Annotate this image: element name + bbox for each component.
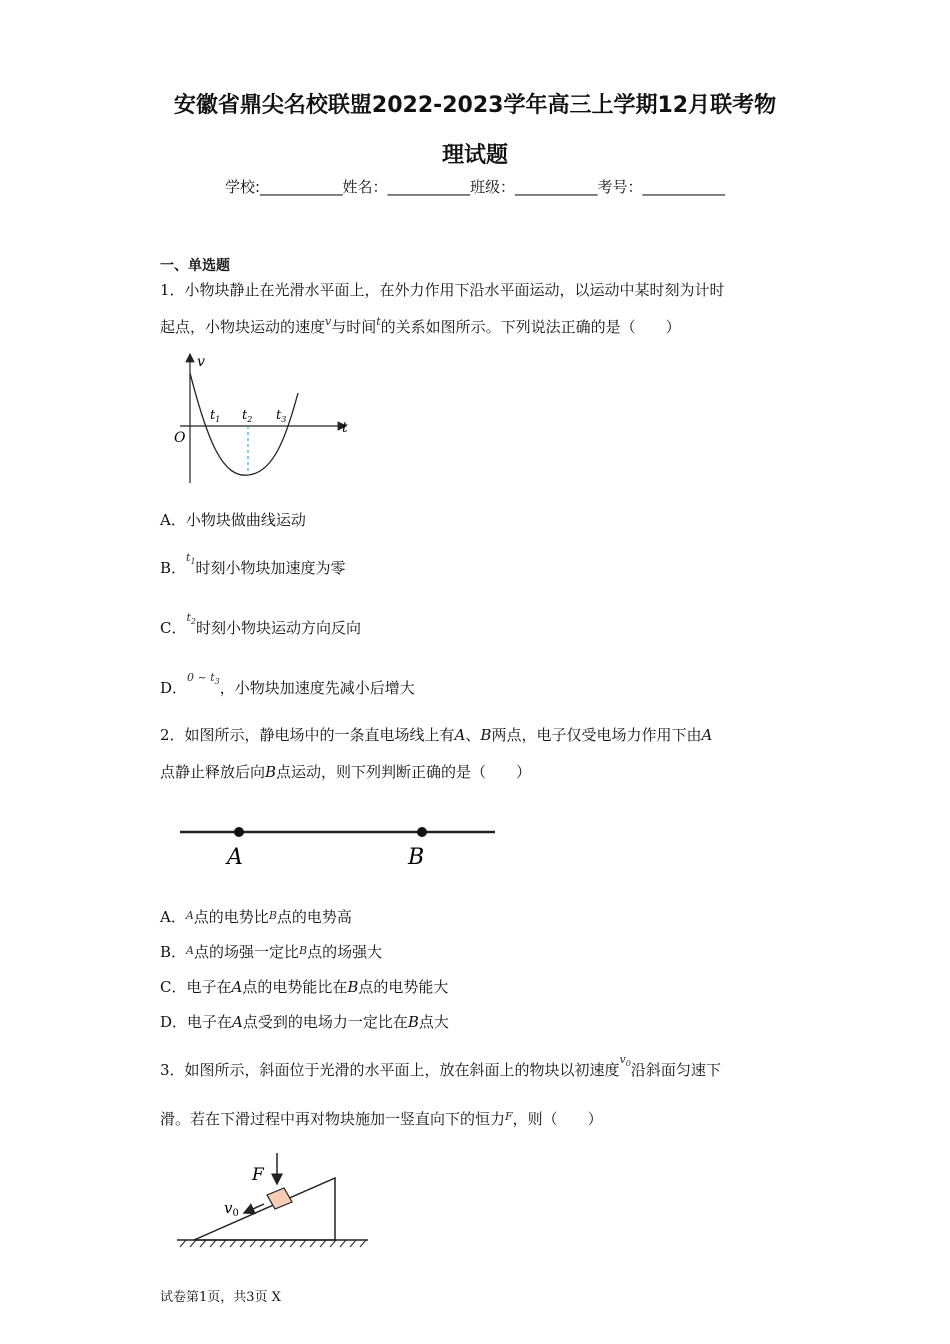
q2-point-b: B <box>480 726 492 744</box>
q1-t2-label: $t_2$ <box>242 408 253 424</box>
q2-point-b-dot <box>417 827 427 837</box>
q1-option-a[interactable]: A．小物块做曲线运动 <box>160 511 306 529</box>
q3-incline <box>194 1178 335 1240</box>
q2-option-c[interactable]: C．电子在A点的电势能比在B点的电势能大 <box>160 978 449 996</box>
q2-point-a-dot <box>234 827 244 837</box>
q3-fig-f-label: F <box>252 1165 264 1185</box>
section-heading: 一、单选题 <box>160 258 230 274</box>
q2-option-d[interactable]: D．电子在A点受到的电场力一定比在B点大 <box>160 1013 449 1031</box>
q1-line-2 <box>160 316 681 337</box>
q3-line-1: 3．如图所示，斜面位于光滑的水平面上，放在斜面上的物块以初速度$^{v_0}$沿斜面匀速下 <box>160 1053 721 1079</box>
q1-option-d-prefix: D． <box>160 679 188 697</box>
q3-ground-hatching <box>180 1240 366 1247</box>
q3-velocity-arrow <box>244 1204 264 1213</box>
q1-option-d[interactable] <box>160 671 415 698</box>
q1-axis-t-label: t <box>342 420 348 436</box>
q1-axis-v-label: v <box>197 354 205 370</box>
q3-fig-v0-label: $v_0$ <box>224 1199 239 1219</box>
q1-line-1: 1．小物块静止在光滑水平面上，在外力作用下沿水平面运动，以运动中某时刻为计时 <box>160 281 725 299</box>
title-line-2: 理试题 <box>441 143 508 168</box>
page-footer: 试卷第1页，共3页 X <box>160 1290 281 1305</box>
q2-fig-label-a: A <box>227 845 243 870</box>
student-info-line: 学校:___________姓名：___________班级：___________考号：___________ <box>224 178 726 196</box>
q1-text-b: 与时间 <box>331 318 377 336</box>
q1-option-d-text: ，小物块加速度先减小后增大 <box>219 679 415 697</box>
q2-fig-label-b: B <box>408 845 425 870</box>
q1-text-a: 起点，小物块运动的速度 <box>160 318 326 336</box>
q1-option-c-var: t2 <box>186 611 196 627</box>
q1-t3-label: $t_3$ <box>276 408 287 424</box>
q1-option-d-var: 0 ~ t3 <box>187 671 220 687</box>
q1-var-t: t <box>376 315 381 328</box>
q3-var-f: F <box>505 1110 513 1123</box>
q2-line-2: 点静止释放后向B点运动，则下列判断正确的是（ ） <box>160 763 532 781</box>
q3-line-2: 滑。若在下滑过程中再对物块施加一竖直向下的恒力$^F$，则（ ） <box>160 1110 603 1128</box>
q2-field-line-figure <box>175 815 505 875</box>
q3-incline-figure <box>172 1148 387 1258</box>
q1-option-b-prefix: B． <box>160 559 187 577</box>
q1-velocity-curve <box>190 373 298 475</box>
q1-option-c-prefix: C． <box>160 619 187 637</box>
q1-origin-label: O <box>174 430 186 446</box>
q2-point-a: A <box>454 726 466 744</box>
q1-t1-label: $t_1$ <box>210 408 221 424</box>
q3-v0-var: v0 <box>619 1053 631 1069</box>
q1-vt-graph <box>168 348 368 488</box>
q2-option-a[interactable]: A．$^A$点的电势比$^B$点的电势高 <box>160 908 352 926</box>
q1-option-c-text: 时刻小物块运动方向反向 <box>196 619 362 637</box>
q1-text-c: 的关系如图所示。下列说法正确的是（ ） <box>380 318 681 336</box>
title-line-1: 安徽省鼎尖名校联盟2022-2023学年高三上学期12月联考物 <box>173 93 777 118</box>
q1-option-b-var: t1 <box>186 551 196 567</box>
q1-option-b-text: 时刻小物块加速度为零 <box>195 559 346 577</box>
q1-option-c[interactable] <box>160 611 362 638</box>
q1-option-b[interactable] <box>160 551 346 578</box>
q2-line-1: 2．如图所示，静电场中的一条直电场线上有A、B两点，电子仅受电场力作用下由A <box>160 726 713 744</box>
q2-option-b[interactable]: B．$^A$点的场强一定比$^B$点的场强大 <box>160 943 383 961</box>
q1-var-v: v <box>325 315 332 328</box>
